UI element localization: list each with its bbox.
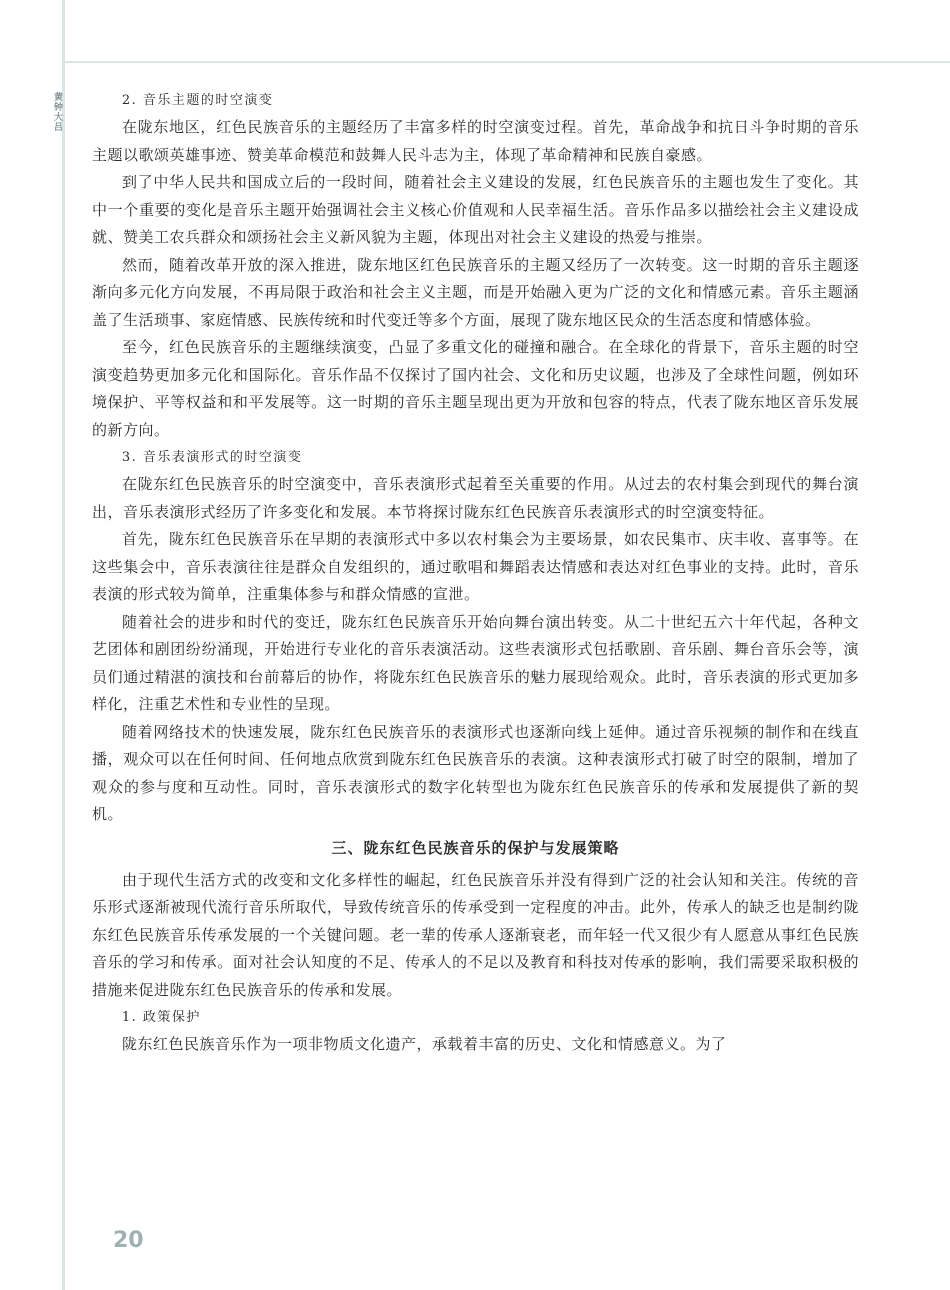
paragraph: 至今，红色民族音乐的主题继续演变，凸显了多重文化的碰撞和融合。在全球化的背景下，音乐主题的时空演变趋势更加多元化和国际化。音乐作品不仅探讨了国内社会、文化和历史议题，也涉及了全球性问题，例如环境保护、平等权益和和平发展等。这一时期的音乐主题呈现出更为开放和包容的特点，代表了陇东地区音乐发展的新方向。 [92, 338, 859, 439]
paragraph: 到了中华人民共和国成立后的一段时间，随着社会主义建设的发展，红色民族音乐的主题也发生了变化。其中一个重要的变化是音乐主题开始强调社会主义核心价值观和人民幸福生活。音乐作品多以描绘社会主义建设成就、赞美工农兵群众和颂扬社会主义新风貌为主题，体现出对社会主义建设的热爱与推崇。 [92, 173, 859, 246]
page-number: 20 [113, 1228, 144, 1253]
paragraph: 然而，随着改革开放的深入推进，陇东地区红色民族音乐的主题又经历了一次转变。这一时期的音乐主题逐渐向多元化方向发展，不再局限于政治和社会主义主题，而是开始融入更为广泛的文化和情感元素。音乐主题涵盖了生活琐事、家庭情感、民族传统和时代变迁等多个方面，展现了陇东地区民众的生活态度和情感体验。 [92, 255, 859, 329]
subheading: 1. 政策保护 [121, 1010, 201, 1025]
paragraph: 随着网络技术的快速发展，陇东红色民族音乐的表演形式也逐渐向线上延伸。通过音乐视频的制作和在线直播，观众可以在任何时间、任何地点欣赏到陇东红色民族音乐的表演。这种表演形式打破了时空的限制，增加了观众的参与度和互动性。同时，音乐表演形式的数字化转型也为陇东红色民族音乐的传承和发展提供了新的契机。 [92, 722, 859, 823]
margin-rule [62, 0, 65, 1290]
article-body [92, 87, 859, 1059]
journal-name: 黄钟大吕 [52, 92, 62, 132]
header-rule [65, 61, 950, 63]
section-heading: 三、陇东红色民族音乐的保护与发展策略 [331, 838, 620, 857]
paragraph: 首先，陇东红色民族音乐在早期的表演形式中多以农村集会为主要场景，如农民集市、庆丰收、喜事等。在这些集会中，音乐表演往往是群众自发组织的，通过歌唱和舞蹈表达情感和表达对红色事业的支持。此时，音乐表演的形式较为简单，注重集体参与和群众情感的宣泄。 [92, 530, 859, 603]
paragraph: 在陇东地区，红色民族音乐的主题经历了丰富多样的时空演变过程。首先，革命战争和抗日斗争时期的音乐主题以歌颂英雄事迹、赞美革命模范和鼓舞人民斗志为主，体现了革命精神和民族自豪感。 [92, 118, 859, 164]
subheading: 3. 音乐表演形式的时空演变 [121, 450, 303, 465]
paragraph: 随着社会的进步和时代的变迁，陇东红色民族音乐开始向舞台演出转变。从二十世纪五六十年代起，各种文艺团体和剧团纷纷涌现，开始进行专业化的音乐表演活动。这些表演形式包括歌剧、音乐剧、舞台音乐会等，演员们通过精湛的演技和台前幕后的协作，将陇东红色民族音乐的魅力展现给观众。此时，音乐表演的形式更加多样化，注重艺术性和专业性的呈现。 [92, 612, 859, 713]
paragraph: 由于现代生活方式的改变和文化多样性的崛起，红色民族音乐并没有得到广泛的社会认知和关注。传统的音乐形式逐渐被现代流行音乐所取代，导致传统音乐的传承受到一定程度的冲击。此外，传承人的缺乏也是制约陇东红色民族音乐传承发展的一个关键问题。老一辈的传承人逐渐衰老，而年轻一代又很少有人愿意从事红色民族音乐的学习和传承。面对社会认知度的不足、传承人的不足以及教育和科技对传承的影响，我们需要采取积极的措施来促进陇东红色民族音乐的传承和发展。 [92, 870, 859, 999]
paragraph: 在陇东红色民族音乐的时空演变中，音乐表演形式起着至关重要的作用。从过去的农村集会到现代的舞台演出，音乐表演形式经历了许多变化和发展。本节将探讨陇东红色民族音乐表演形式的时空演变特征。 [92, 475, 859, 521]
subheading: 2. 音乐主题的时空演变 [121, 93, 274, 108]
paragraph: 陇东红色民族音乐作为一项非物质文化遗产，承载着丰富的历史、文化和情感意义。为了 [122, 1035, 727, 1053]
